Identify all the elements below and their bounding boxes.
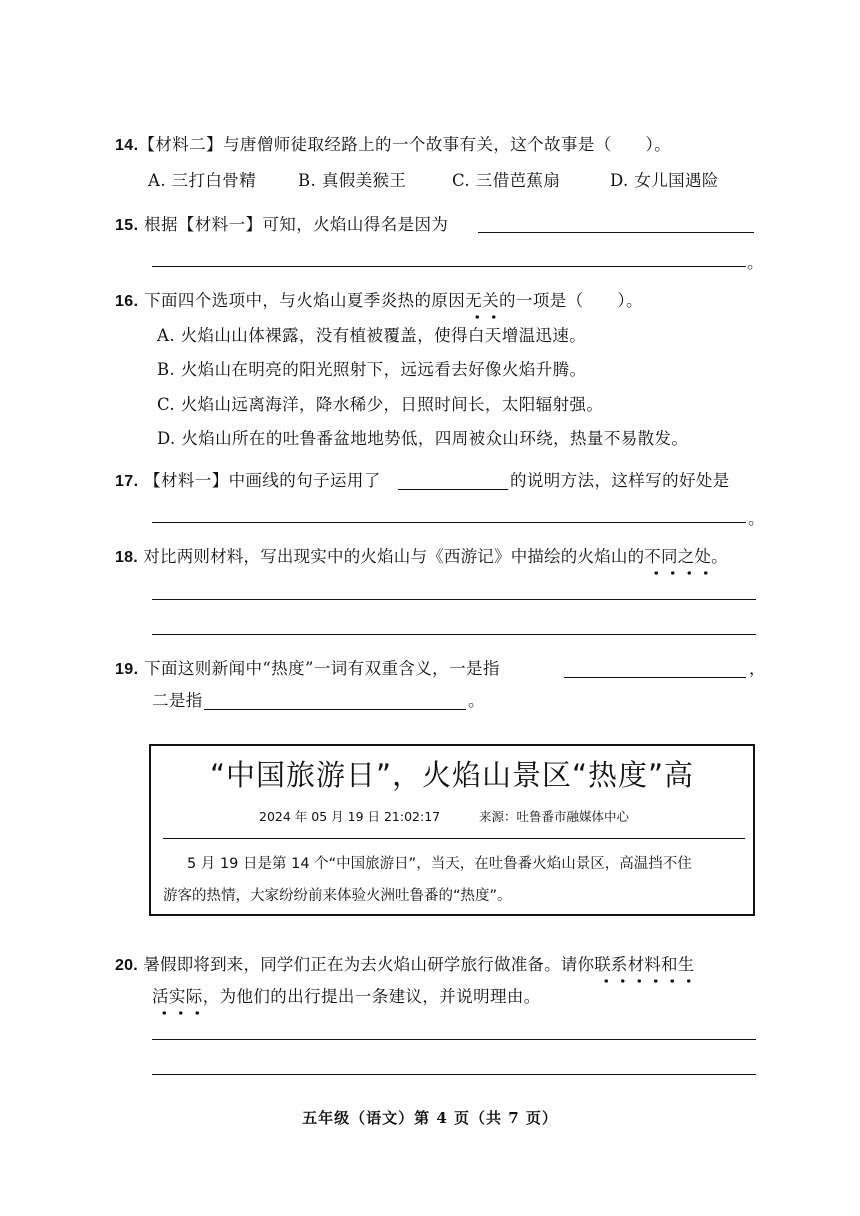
- question-number: 16.: [115, 293, 139, 310]
- answer-line[interactable]: [152, 599, 756, 600]
- option-b: B. 真假美猴王: [298, 171, 407, 190]
- answer-line[interactable]: [152, 266, 746, 267]
- question-number: 19.: [115, 661, 139, 678]
- question-number: 14.: [115, 137, 139, 154]
- question-15-stem: [115, 214, 448, 237]
- answer-line[interactable]: [478, 232, 754, 233]
- question-20-line2: [152, 986, 541, 1008]
- answer-line[interactable]: [152, 522, 746, 523]
- emphasis-text: 活实际: [152, 987, 203, 1006]
- question-14-stem: [115, 134, 671, 157]
- news-body-line2: 游客的热情，大家纷纷前来体验火洲吐鲁番的“热度”。: [163, 888, 512, 904]
- question-text: 暑假即将到来，同学们正在为去火焰山研学旅行做准备。请你: [143, 955, 595, 974]
- emphasis-text: 联系材料和生: [594, 955, 695, 974]
- option-d: D. 火焰山所在的吐鲁番盆地地势低，四周被众山环绕，热量不易散发。: [157, 429, 689, 448]
- question-number: 20.: [115, 957, 138, 974]
- news-box: [149, 744, 755, 916]
- emphasis-text: 不同之处: [644, 547, 712, 566]
- question-16-stem: [115, 290, 643, 313]
- question-number: 17.: [115, 473, 139, 490]
- question-text: 的一项是（ ）。: [499, 291, 643, 310]
- question-number: 15.: [115, 217, 139, 234]
- question-text: 下面这则新闻中“热度”一词有双重含义，一是指: [144, 659, 500, 678]
- emphasis-text: 无关: [465, 291, 500, 310]
- question-text: 根据【材料一】可知，火焰山得名是因为: [144, 215, 449, 234]
- question-text: 的说明方法，这样写的好处是: [510, 471, 730, 490]
- question-19-stem: [115, 658, 500, 681]
- period: 。: [711, 547, 728, 566]
- answer-line[interactable]: [152, 1039, 756, 1040]
- question-text: 对比两则材料，写出现实中的火焰山与《西游记》中描绘的火焰山的: [143, 547, 645, 566]
- question-20-stem: [115, 954, 694, 977]
- answer-blank[interactable]: [398, 489, 508, 490]
- news-source: 来源：吐鲁番市融媒体中心: [479, 809, 630, 824]
- news-body-line1: 5 月 19 日是第 14 个“中国旅游日”，当天，在吐鲁番火焰山景区，高温挡不住: [187, 856, 692, 872]
- question-number: 18.: [115, 549, 138, 566]
- comma: ，: [749, 659, 766, 678]
- answer-line[interactable]: [152, 1074, 756, 1075]
- option-c: C. 火焰山远离海洋，降水稀少，日照时间长，太阳辐射强。: [157, 395, 604, 414]
- option-c: C. 三借芭蕉扇: [452, 171, 561, 190]
- answer-blank[interactable]: [204, 709, 466, 710]
- answer-line[interactable]: [152, 634, 756, 635]
- question-17-stem: [115, 470, 381, 493]
- option-b: B. 火焰山在明亮的阳光照射下，远远看去好像火焰升腾。: [157, 360, 587, 379]
- option-a: A. 三打白骨精: [148, 171, 257, 190]
- option-a: A. 火焰山山体裸露，没有植被覆盖，使得白天增温迅速。: [157, 326, 587, 345]
- question-text: 二是指: [152, 691, 203, 710]
- question-text: 下面四个选项中，与火焰山夏季炎热的原因: [144, 291, 466, 310]
- news-title: “中国旅游日”，火焰山景区“热度”高: [209, 758, 695, 792]
- page-footer: 五年级（语文）第 4 页（共 7 页）: [302, 1109, 558, 1127]
- question-18-stem: [115, 546, 728, 569]
- question-text: 【材料一】中画线的句子运用了: [144, 471, 381, 490]
- question-text: 【材料二】与唐僧师徒取经路上的一个故事有关，这个故事是（ ）。: [138, 135, 672, 154]
- period: 。: [748, 509, 765, 528]
- option-d: D. 女儿国遇险: [610, 171, 719, 190]
- news-divider: [163, 838, 745, 839]
- period: 。: [747, 253, 764, 272]
- answer-blank[interactable]: [564, 677, 746, 678]
- news-datetime: 2024 年 05 月 19 日 21:02:17: [259, 809, 441, 824]
- question-text: ，为他们的出行提出一条建议，并说明理由。: [202, 987, 541, 1006]
- period: 。: [468, 691, 485, 710]
